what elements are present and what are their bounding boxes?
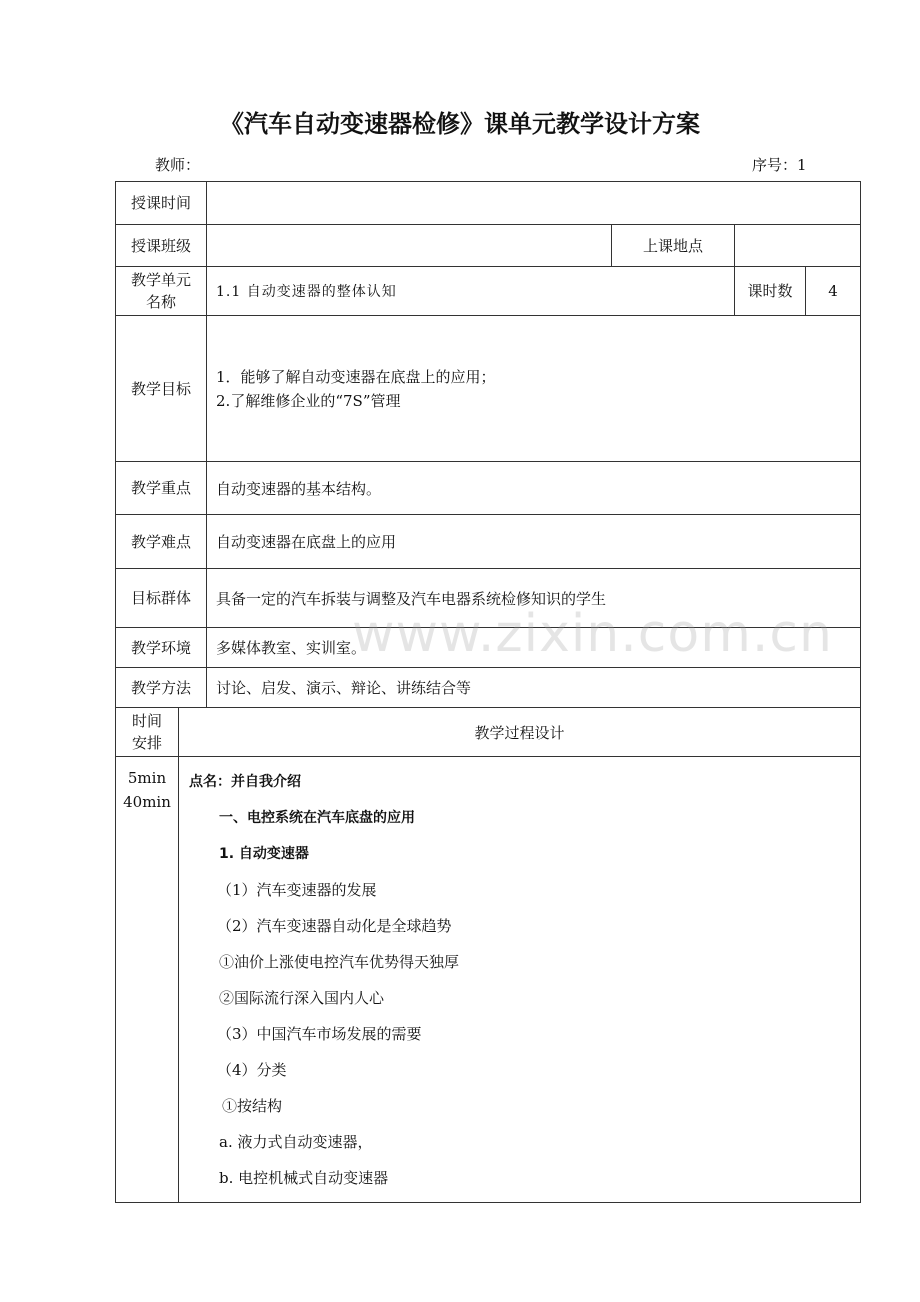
row-goal (116, 316, 861, 462)
teacher-label: 教师： (155, 156, 201, 174)
time-allocation (116, 757, 179, 1203)
schedule-label (116, 708, 179, 757)
process-line: 1. 自动变速器 (219, 846, 309, 862)
watermark: www.zixin.com.cn (352, 604, 833, 664)
row-time (116, 182, 861, 225)
process-line: ①油价上涨使电控汽车优势得天独厚 (219, 953, 460, 971)
unit-label-line-2: 名称 (146, 293, 177, 311)
process-line: a. 液力式自动变速器， (219, 1133, 373, 1151)
difficulty-value: 自动变速器在底盘上的应用 (207, 515, 861, 569)
env-value: 多媒体教室、实训室。 (207, 628, 861, 668)
serial-number: 序号：1 (752, 156, 807, 174)
schedule-label-line-1: 时间 (131, 712, 162, 730)
unit-label (116, 267, 207, 316)
row-process (116, 757, 861, 1203)
process-line: ②国际流行深入国内人心 (219, 989, 385, 1007)
process-line: b. 电控机械式自动变速器 (219, 1169, 389, 1187)
unit-value: 1.1 自动变速器的整体认知 (207, 267, 735, 316)
process-label: 教学过程设计 (179, 708, 861, 757)
time-value (207, 182, 861, 225)
lesson-plan-table (115, 181, 861, 1203)
key-label: 教学重点 (116, 462, 207, 515)
process-line: ①按结构 (222, 1097, 283, 1115)
location-value (735, 225, 861, 267)
time-label: 授课时间 (116, 182, 207, 225)
goal-line-2: 2.了解维修企业的“7S”管理 (216, 391, 401, 410)
process-line: 点名：并自我介绍 (189, 774, 301, 790)
goal-value (207, 316, 861, 462)
document-title: 《汽车自动变速器检修》课单元教学设计方案 (220, 110, 700, 138)
row-key (116, 462, 861, 515)
time-allocation-1: 5min (127, 769, 167, 787)
row-schedule-header (116, 708, 861, 757)
env-label: 教学环境 (116, 628, 207, 668)
goal-label: 教学目标 (116, 316, 207, 462)
time-allocation-2: 40min (123, 793, 171, 811)
unit-label-line-1: 教学单元 (131, 271, 192, 289)
method-label: 教学方法 (116, 668, 207, 708)
row-method (116, 668, 861, 708)
class-label: 授课班级 (116, 225, 207, 267)
group-value: 具备一定的汽车拆装与调整及汽车电器系统检修知识的学生 (207, 569, 861, 628)
method-value: 讨论、启发、演示、辩论、讲练结合等 (207, 668, 861, 708)
class-value (207, 225, 612, 267)
row-difficulty (116, 515, 861, 569)
schedule-label-line-2: 安排 (131, 734, 162, 752)
process-line: （1）汽车变速器的发展 (217, 881, 377, 899)
process-line: 一、电控系统在汽车底盘的应用 (219, 810, 415, 826)
goal-line-1: 1．能够了解自动变速器在底盘上的应用； (216, 367, 496, 386)
key-value: 自动变速器的基本结构。 (207, 462, 861, 515)
process-content (179, 757, 861, 1203)
process-line: （2）汽车变速器自动化是全球趋势 (217, 917, 452, 935)
location-label: 上课地点 (612, 225, 735, 267)
group-label: 目标群体 (116, 569, 207, 628)
process-line: （4）分类 (217, 1061, 287, 1079)
hours-label: 课时数 (735, 267, 806, 316)
row-class (116, 225, 861, 267)
process-line: （3）中国汽车市场发展的需要 (217, 1025, 422, 1043)
difficulty-label: 教学难点 (116, 515, 207, 569)
row-unit (116, 267, 861, 316)
hours-value: 4 (806, 267, 861, 316)
